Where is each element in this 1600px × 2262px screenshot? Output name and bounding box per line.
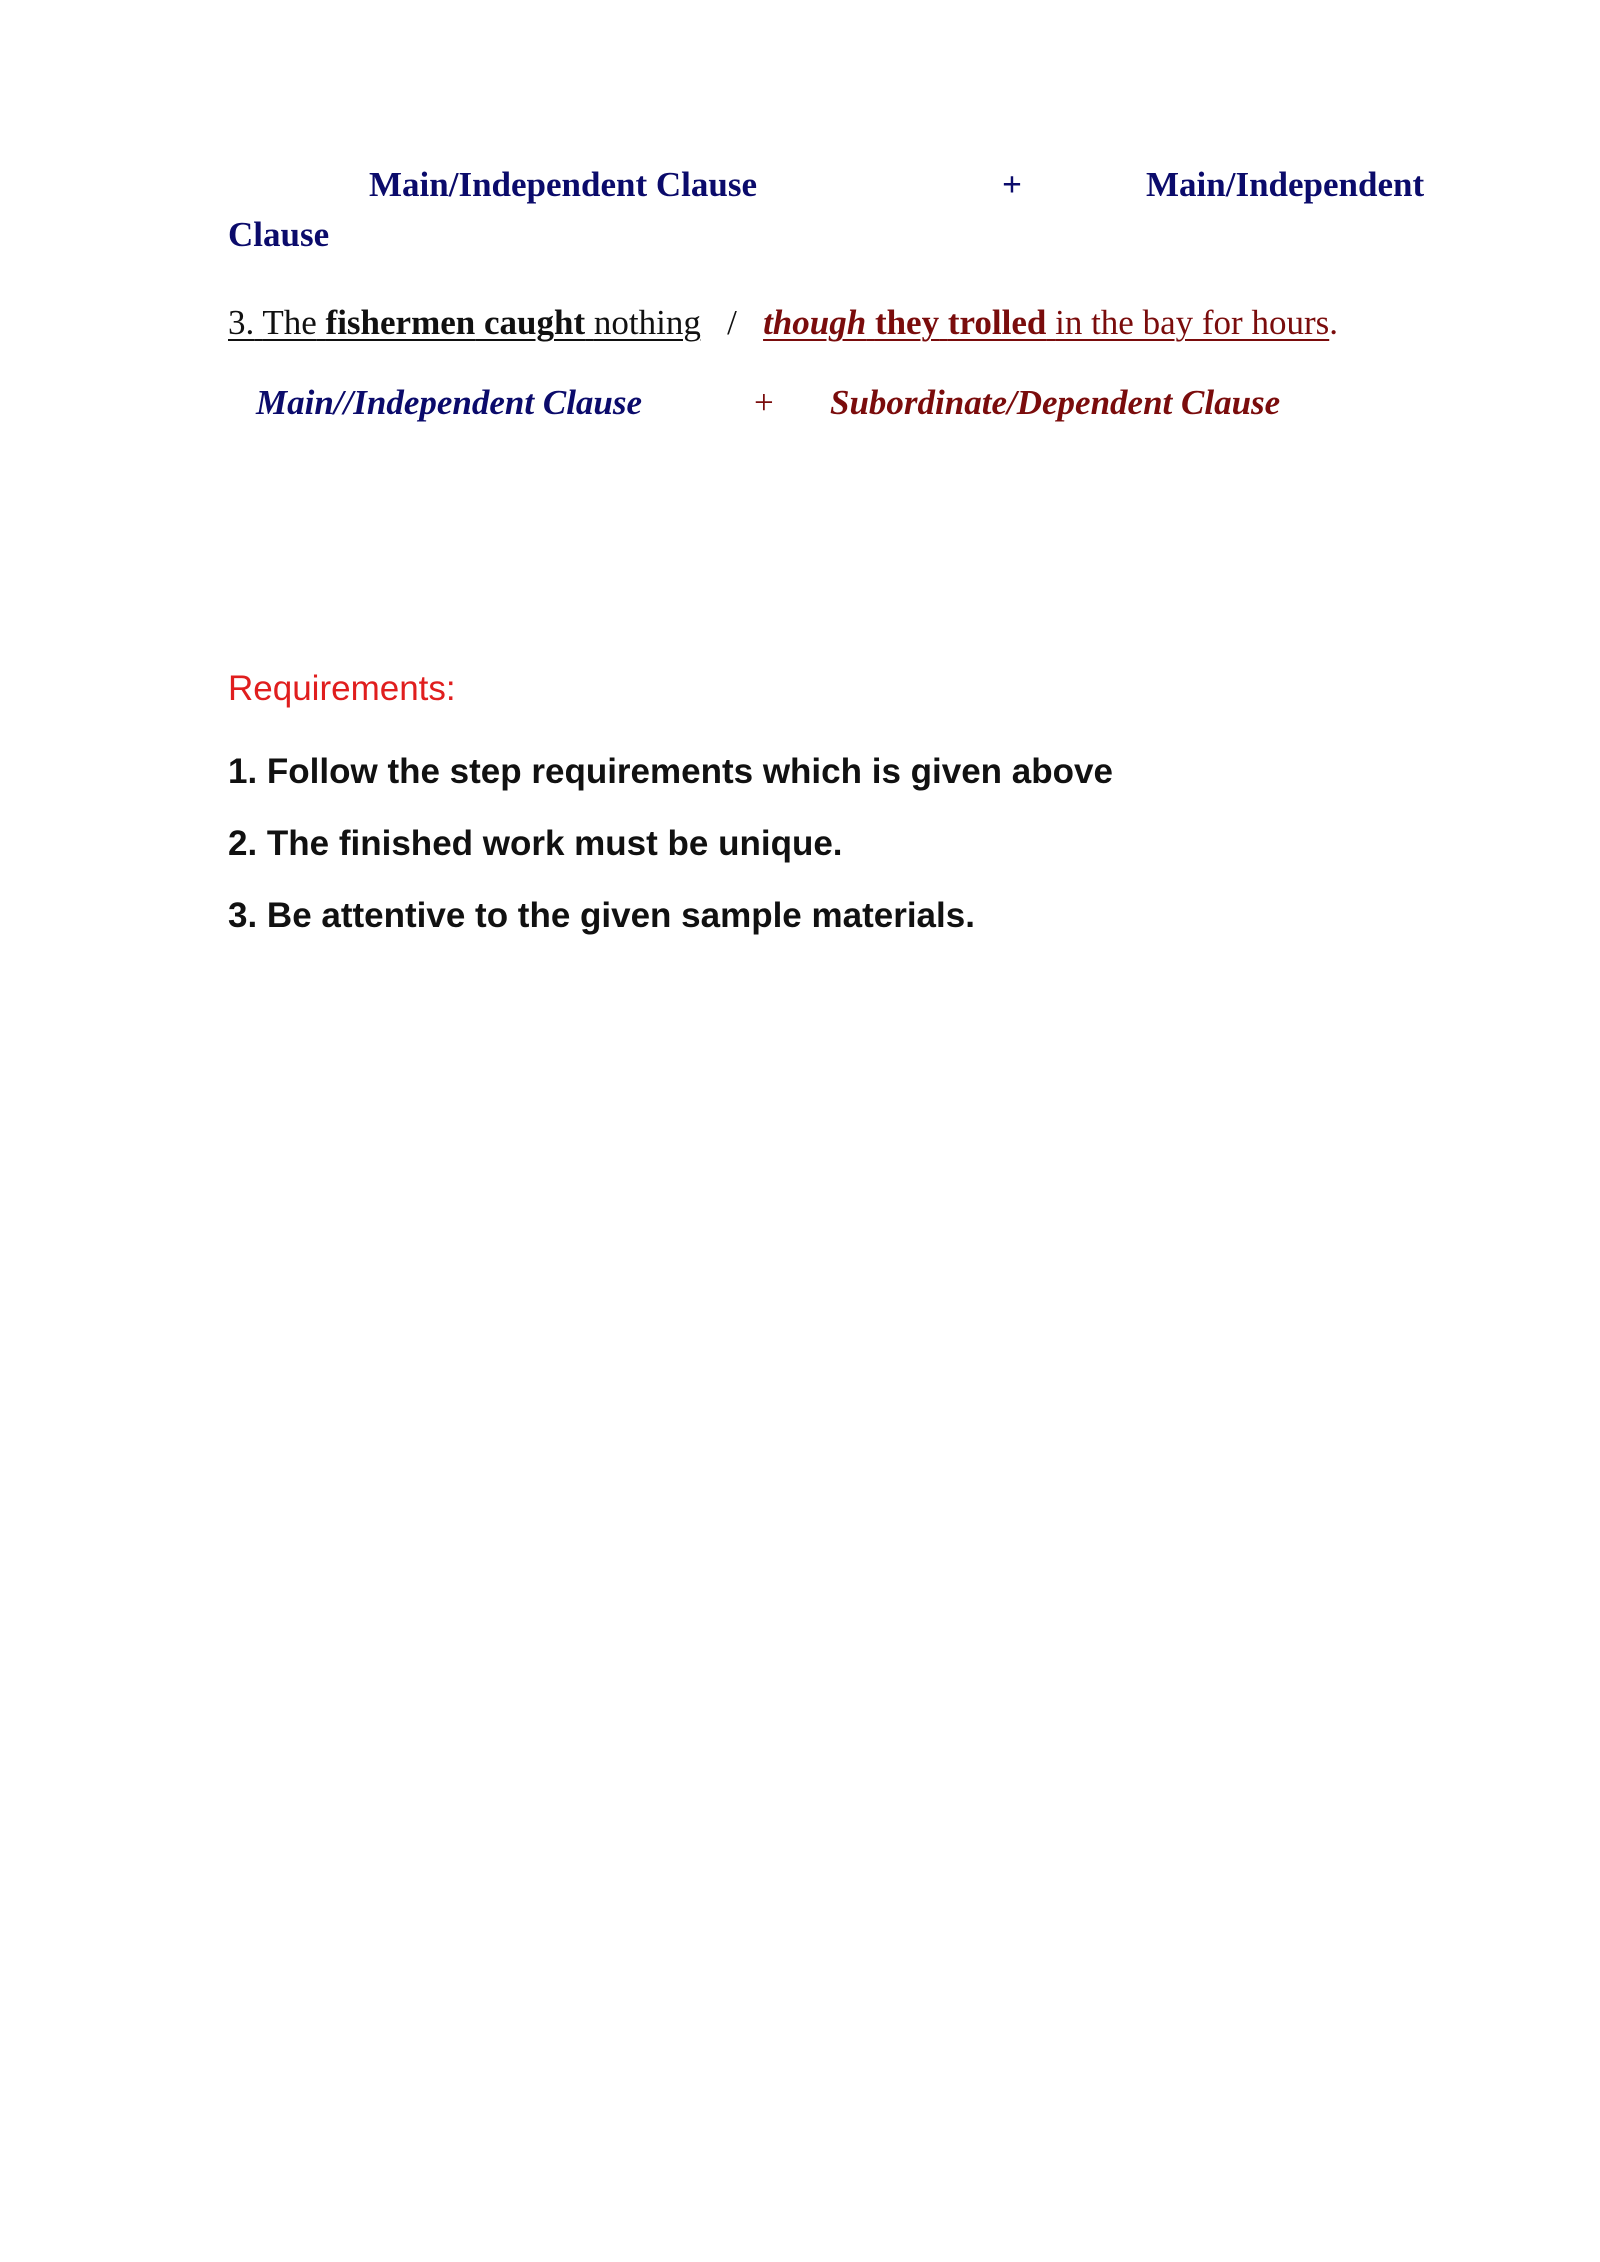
clause-divider: / <box>727 303 737 342</box>
sub-subject-word: they <box>874 303 940 342</box>
main-clause-part <box>228 303 701 342</box>
object-word: nothing <box>593 303 701 342</box>
plus-sign: + <box>1002 165 1022 204</box>
sentence-period: . <box>1329 303 1338 342</box>
sentence-number: 3. <box>228 303 255 342</box>
subordinate-clause-part <box>763 303 1329 342</box>
word-the: The <box>262 303 317 342</box>
subject-word: fishermen <box>325 303 476 342</box>
main-clause-label: Main//Independent Clause <box>256 383 643 422</box>
subordinate-clause-label: Subordinate/Dependent Clause <box>830 383 1281 422</box>
requirement-item-1: 1. Follow the step requirements which is given above <box>228 752 1113 791</box>
main-clause-label-right-wrap: Clause <box>228 215 330 254</box>
conjunction-word: though <box>763 303 867 342</box>
sub-rest-words: in the bay for hours <box>1055 303 1330 342</box>
requirement-item-3: 3. Be attentive to the given sample materials. <box>228 896 975 935</box>
main-clause-label-left: Main/Independent Clause <box>369 165 757 204</box>
example-sentence-3 <box>228 298 1338 348</box>
requirement-item-2: 2. The finished work must be unique. <box>228 824 843 863</box>
plus-sign-2: + <box>754 383 774 422</box>
requirements-heading: Requirements: <box>228 669 456 708</box>
verb-word: caught <box>484 303 586 342</box>
sub-verb-word: trolled <box>947 303 1047 342</box>
main-clause-label-right: Main/Independent <box>1146 165 1425 204</box>
requirements-list <box>228 736 1113 952</box>
